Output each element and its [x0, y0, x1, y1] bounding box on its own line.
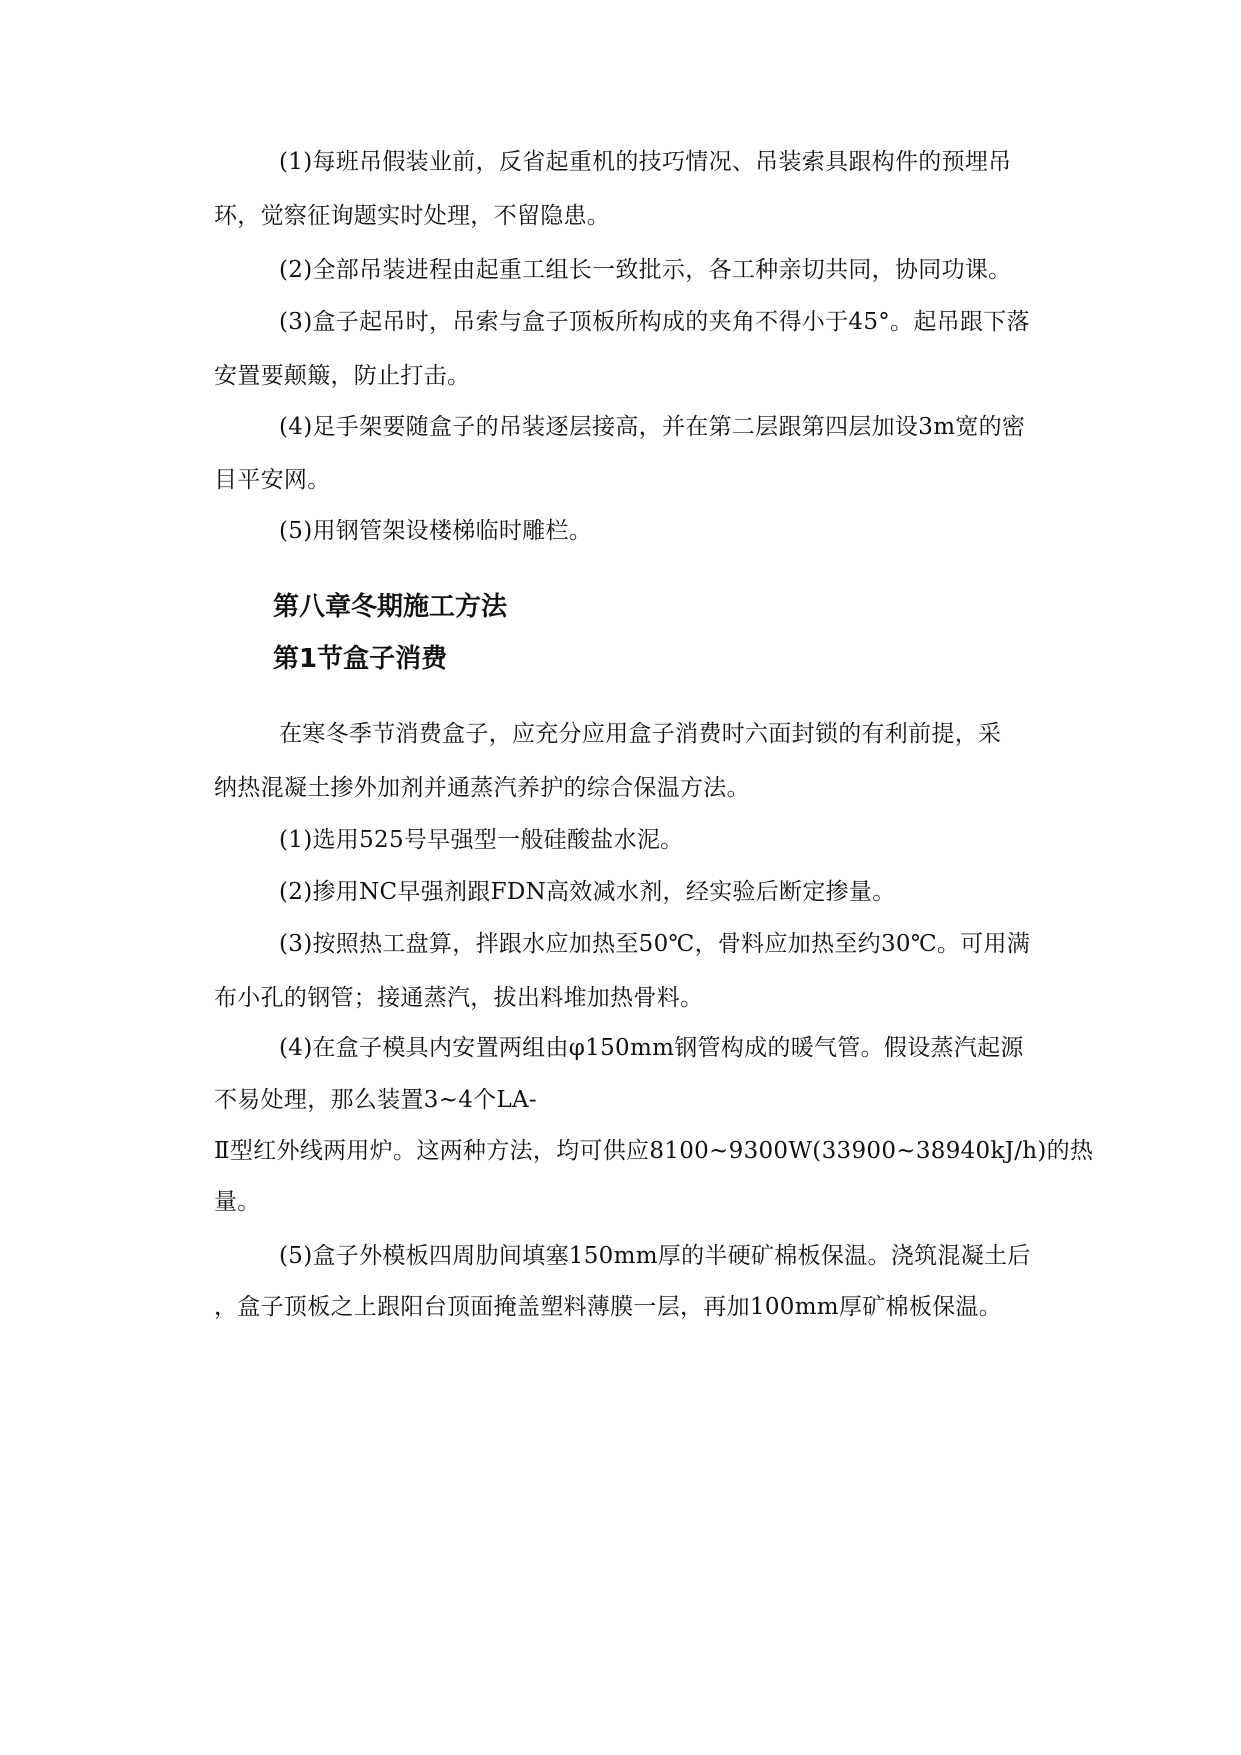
- paragraph-5-line-1: (5)用钢管架设楼梯临时雕栏。: [279, 518, 593, 544]
- item-5-line-2: ，盒子顶板之上跟阳台顶面掩盖塑料薄膜一层，再加100mm厚矿棉板保温。: [214, 1294, 1003, 1320]
- item-3-line-2: 布小孔的钢管；接通蒸汽，拔出料堆加热骨料。: [214, 985, 704, 1011]
- section-title: 第1节盒子消费: [273, 644, 448, 674]
- paragraph-2-line-1: (2)全部吊装进程由起重工组长一致批示，各工种亲切共同，协同功课。: [279, 257, 1012, 283]
- item-2-line-1: (2)掺用NC早强剂跟FDN高效减水剂，经实验后断定掺量。: [279, 879, 896, 905]
- intro-line-2: 纳热混凝土掺外加剂并通蒸汽养护的综合保温方法。: [214, 775, 750, 801]
- paragraph-3-line-1: (3)盒子起吊时，吊索与盒子顶板所构成的夹角不得小于45°。起吊跟下落: [279, 309, 1030, 335]
- paragraph-3-line-2: 安置要颠簸，防止打击。: [214, 363, 471, 389]
- item-3-line-1: (3)按照热工盘算，拌跟水应加热至50℃，骨料应加热至约30℃。可用满: [279, 931, 1031, 957]
- item-5-line-1: (5)盒子外模板四周肋间填塞150mm厚的半硬矿棉板保温。浇筑混凝土后: [279, 1243, 1031, 1269]
- chapter-title: 第八章冬期施工方法: [273, 592, 508, 622]
- paragraph-4-line-2: 目平安网。: [214, 467, 331, 493]
- item-4-line-1: (4)在盒子模具内安置两组由φ150mm钢管构成的暖气管。假设蒸汽起源: [279, 1035, 1024, 1061]
- item-4-line-4: 量。: [214, 1189, 261, 1215]
- intro-line-1: 在寒冬季节消费盒子，应充分应用盒子消费时六面封锁的有利前提，采: [279, 721, 1002, 747]
- item-4-line-3: Ⅱ型红外线两用炉。这两种方法，均可供应8100~9300W(33900~38940kJ/h)的热: [214, 1138, 1094, 1164]
- paragraph-4-line-1: (4)足手架要随盒子的吊装逐层接高，并在第二层跟第四层加设3m宽的密: [279, 414, 1026, 440]
- paragraph-1-line-1: (1)每班吊假装业前，反省起重机的技巧情况、吊装索具跟构件的预埋吊: [279, 149, 1012, 175]
- item-1-line-1: (1)选用525号早强型一般硅酸盐水泥。: [279, 827, 684, 853]
- item-4-line-2: 不易处理，那么装置3~4个LA-: [214, 1087, 537, 1113]
- paragraph-1-line-2: 环，觉察征询题实时处理，不留隐患。: [214, 203, 611, 229]
